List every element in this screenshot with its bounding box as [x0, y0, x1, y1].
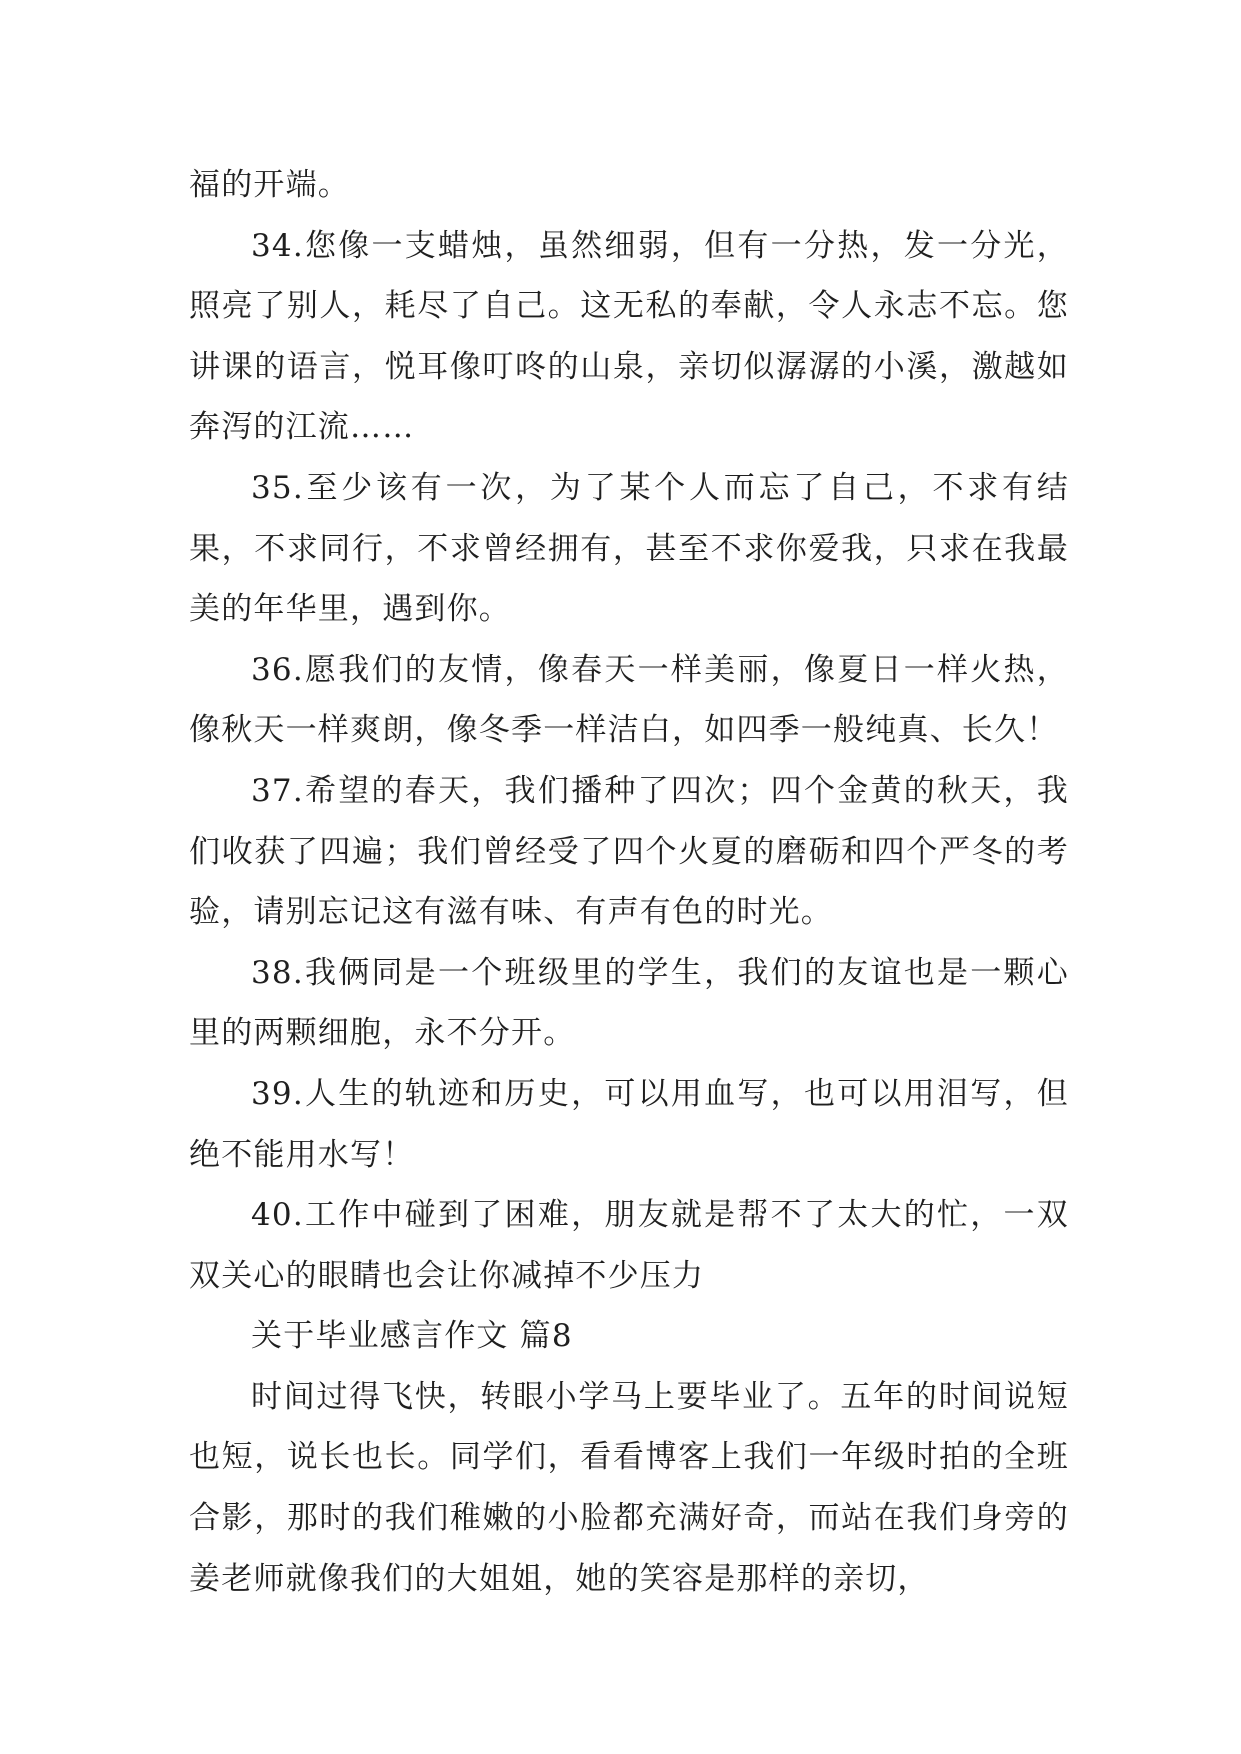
paragraph-38: 38.我俩同是一个班级里的学生，我们的友谊也是一颗心里的两颗细胞，永不分开。 [189, 954, 1069, 1052]
paragraph-35: 35.至少该有一次，为了某个人而忘了自己，不求有结果，不求同行，不求曾经拥有，甚至不求你爱我，只求在我最美的年华里，遇到你。 [189, 469, 1069, 628]
paragraph-34: 34.您像一支蜡烛，虽然细弱，但有一分热，发一分光，照亮了别人，耗尽了自己。这无私的奉献，令人永志不忘。您讲课的语言，悦耳像叮咚的山泉，亲切似潺潺的小溪，激越如奔泻的江流…… [189, 227, 1069, 446]
paragraph-continuation: 福的开端。 [189, 167, 350, 203]
section-heading: 关于毕业感言作文 篇8 [251, 1318, 573, 1355]
document-body [189, 155, 1069, 1609]
paragraph-37: 37.希望的春天，我们播种了四次；四个金黄的秋天，我们收获了四遍；我们曾经受了四个火夏的磨砺和四个严冬的考验，请别忘记这有滋有味、有声有色的时光。 [189, 772, 1069, 931]
paragraph-39: 39.人生的轨迹和历史，可以用血写，也可以用泪写，但绝不能用水写！ [189, 1075, 1069, 1173]
paragraph-40: 40.工作中碰到了困难，朋友就是帮不了太大的忙，一双双关心的眼睛也会让你减掉不少压力 [189, 1197, 1069, 1294]
paragraph-essay-start: 时间过得飞快，转眼小学马上要毕业了。五年的时间说短也短，说长也长。同学们，看看博客上我们一年级时拍的全班合影，那时的我们稚嫩的小脸都充满好奇，而站在我们身旁的姜老师就像我们的大姐姐，她的笑容是那样的亲切， [189, 1378, 1069, 1597]
paragraph-36: 36.愿我们的友情，像春天一样美丽，像夏日一样火热，像秋天一样爽朗，像冬季一样洁白，如四季一般纯真、长久！ [189, 651, 1069, 749]
